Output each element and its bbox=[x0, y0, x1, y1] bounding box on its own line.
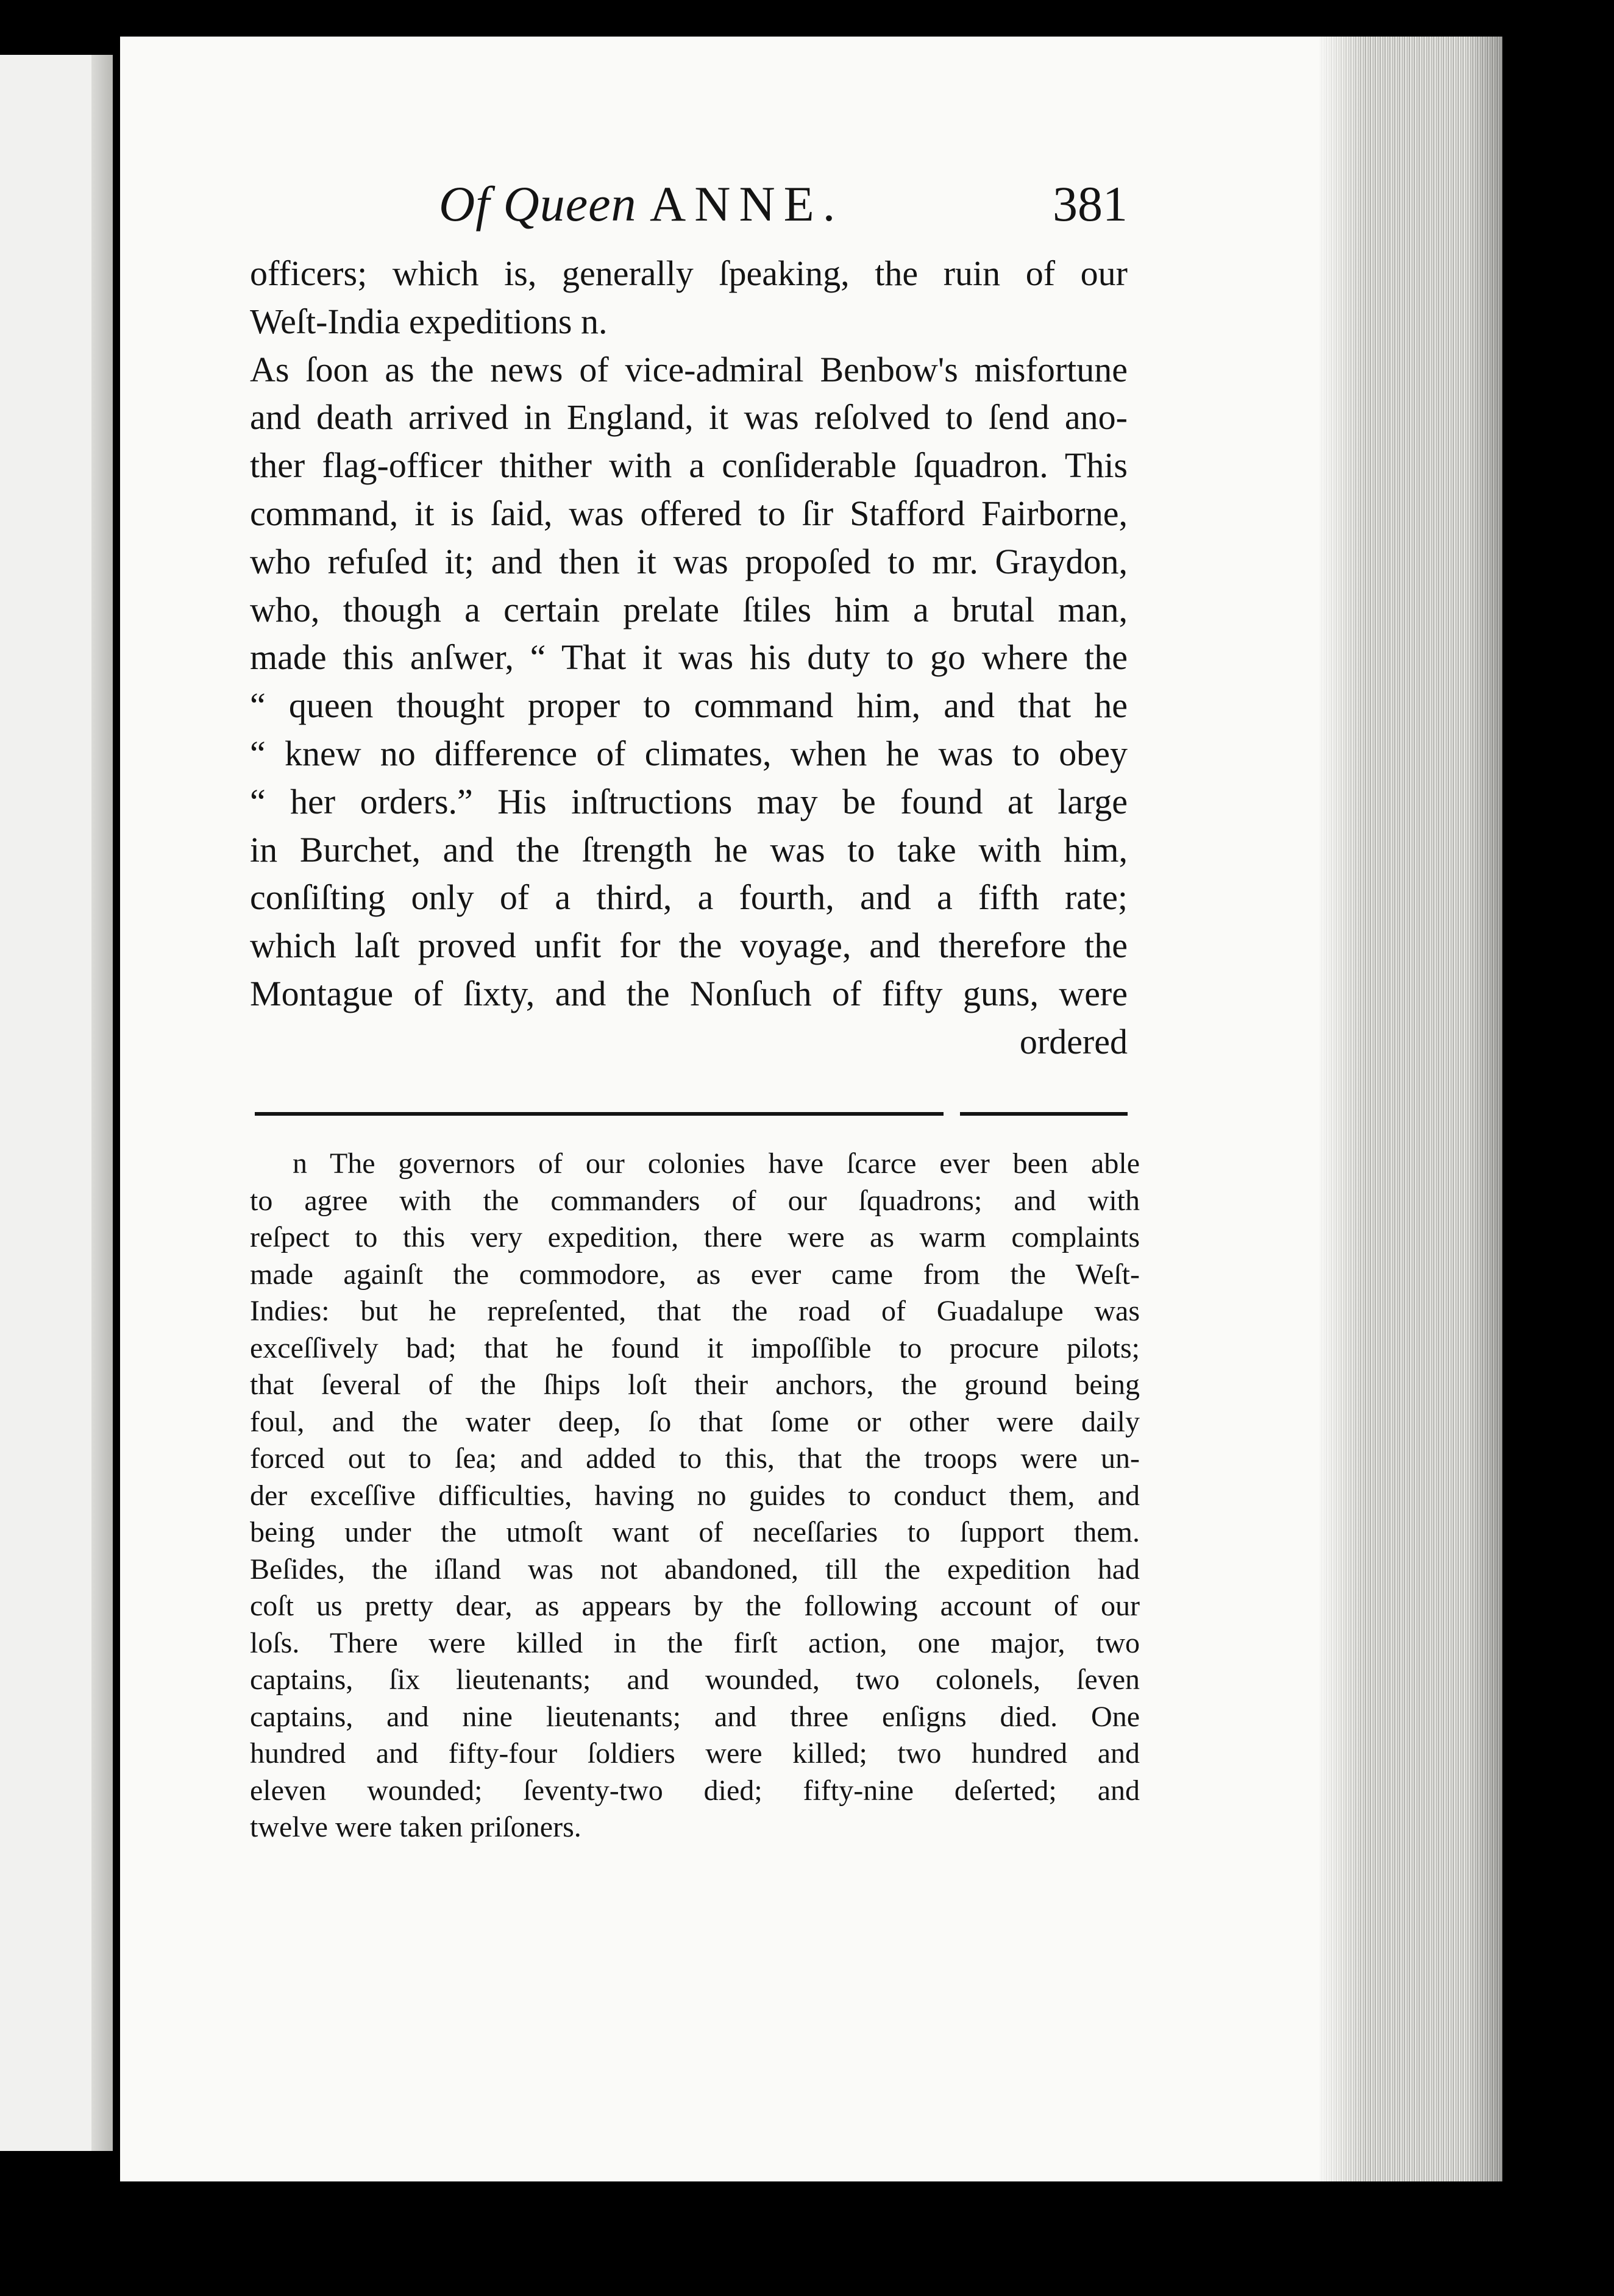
footnote-line: foul, and the water deep, ſo that ſome or other were daily bbox=[250, 1405, 1140, 1438]
body-line: ther flag-officer thither with a conſiderable ſquadron. This bbox=[250, 445, 1128, 486]
title-anne: ANNE. bbox=[650, 176, 844, 232]
footnote-line: made againſt the commodore, as ever came from the Weſt- bbox=[250, 1258, 1140, 1291]
footnote-line: being under the utmoſt want of neceſſaries to ſupport them. bbox=[250, 1516, 1140, 1548]
book-gutter bbox=[113, 37, 120, 2181]
body-line: As ſoon as the news of vice-admiral Benbow's misfortune bbox=[250, 349, 1128, 389]
footnote-rule-short bbox=[960, 1112, 1128, 1116]
page-number: 381 bbox=[1053, 176, 1128, 232]
body-line: and death arrived in England, it was reſolved to ſend ano- bbox=[250, 397, 1128, 438]
body-text bbox=[250, 250, 1128, 1066]
catchword: ordered bbox=[1019, 1021, 1128, 1061]
body-line: “ her orders.” His inſtructions may be found at large bbox=[250, 781, 1128, 821]
footnote-line: der exceſſive difficulties, having no guides to conduct them, and bbox=[250, 1479, 1140, 1512]
footnote-line: reſpect to this very expedition, there were as warm complaints bbox=[250, 1221, 1140, 1253]
footnote-line: n The governors of our colonies have ſcarce ever been able bbox=[293, 1147, 1140, 1180]
footnote-line: Beſides, the iſland was not abandoned, till the expedition had bbox=[250, 1553, 1140, 1586]
footnote-line: captains, and nine lieutenants; and three enſigns died. One bbox=[250, 1700, 1140, 1733]
footnote-line: loſs. There were killed in the firſt action, one major, two bbox=[250, 1626, 1140, 1659]
footnote-line: that ſeveral of the ſhips loſt their anchors, the ground being bbox=[250, 1369, 1140, 1401]
footnote-line: coſt us pretty dear, as appears by the following account of our bbox=[250, 1590, 1140, 1622]
footnote-line: forced out to ſea; and added to this, that the troops were un- bbox=[250, 1442, 1140, 1475]
title-of: Of bbox=[439, 176, 490, 232]
footnote-line: to agree with the commanders of our ſquadrons; and with bbox=[250, 1184, 1140, 1217]
facing-page-edge bbox=[91, 55, 113, 2151]
footnote-line: hundred and fifty-four ſoldiers were killed; two hundred and bbox=[250, 1737, 1140, 1770]
body-line: who refuſed it; and then it was propoſed to mr. Graydon, bbox=[250, 541, 1128, 581]
body-line: made this anſwer, “ That it was his duty to go where the bbox=[250, 637, 1128, 678]
body-line: “ knew no difference of climates, when he was to obey bbox=[250, 733, 1128, 773]
page-edges bbox=[1320, 37, 1502, 2181]
footnote-rule bbox=[255, 1112, 944, 1116]
footnote-line: exceſſively bad; that he found it impoſſible to procure pilots; bbox=[250, 1331, 1140, 1364]
body-line: who, though a certain prelate ſtiles him a brutal man, bbox=[250, 589, 1128, 629]
footnote-line: eleven wounded; ſeventy-two died; fifty-nine deſerted; and bbox=[250, 1774, 1140, 1807]
running-header bbox=[250, 175, 1128, 243]
body-line: Montague of ſixty, and the Nonſuch of fifty guns, were bbox=[250, 973, 1128, 1013]
body-line: Weſt-India expeditions n. bbox=[250, 301, 608, 341]
body-line: in Burchet, and the ſtrength he was to take with him, bbox=[250, 829, 1128, 870]
footnote-line: captains, ſix lieutenants; and wounded, two colonels, ſeven bbox=[250, 1664, 1140, 1696]
body-line: “ queen thought proper to command him, and that he bbox=[250, 686, 1128, 726]
body-line: command, it is ſaid, was offered to ſir Stafford Fairborne, bbox=[250, 493, 1128, 533]
body-line: which laſt proved unfit for the voyage, and therefore the bbox=[250, 926, 1128, 966]
footnote bbox=[250, 1146, 1140, 1846]
footnote-line: Indies: but he repreſented, that the road of Guadalupe was bbox=[250, 1295, 1140, 1327]
footnote-line: twelve were taken priſoners. bbox=[250, 1811, 581, 1843]
body-line: officers; which is, generally ſpeaking, the ruin of our bbox=[250, 253, 1128, 293]
running-title bbox=[439, 175, 844, 233]
body-line: conſiſting only of a third, a fourth, and a fifth rate; bbox=[250, 877, 1128, 918]
title-queen: Queen bbox=[503, 176, 637, 232]
